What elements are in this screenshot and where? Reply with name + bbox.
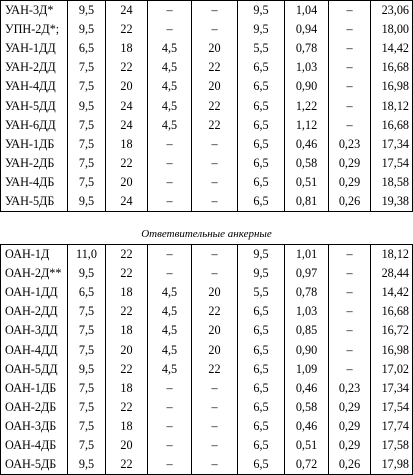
cell-col3: 22 [106, 154, 148, 173]
cell-col6: 6,5 [238, 398, 285, 417]
cell-col5: – [192, 264, 238, 283]
cell-col9: 18,12 [371, 96, 413, 115]
table-row [1, 192, 413, 212]
cell-col6: 5,5 [238, 283, 285, 302]
cell-col3: 24 [106, 192, 148, 212]
cell-col6: 6,5 [238, 116, 285, 135]
cell-designation: ОАН-2ДБ [1, 398, 68, 417]
cell-col7: 0,72 [285, 455, 329, 475]
cell-col6: 6,5 [238, 77, 285, 96]
cell-col7: 1,03 [285, 58, 329, 77]
cell-col2: 7,5 [68, 173, 106, 192]
cell-col2: 9,5 [68, 455, 106, 475]
cell-col7: 0,58 [285, 398, 329, 417]
cell-col3: 18 [106, 283, 148, 302]
cell-col7: 1,12 [285, 116, 329, 135]
cell-col9: 18,12 [371, 245, 413, 265]
cell-col3: 22 [106, 58, 148, 77]
cell-designation: УАН-4ДБ [1, 173, 68, 192]
cell-col3: 24 [106, 1, 148, 21]
cell-col3: 18 [106, 135, 148, 154]
cell-col8: 0,29 [329, 398, 371, 417]
cell-col8: – [329, 360, 371, 379]
cell-col6: 6,5 [238, 135, 285, 154]
cell-col4: 4,5 [148, 77, 192, 96]
table-row [1, 379, 413, 398]
table-row [1, 283, 413, 302]
cell-col9: 14,42 [371, 283, 413, 302]
cell-col9: 28,44 [371, 264, 413, 283]
cell-col6: 6,5 [238, 341, 285, 360]
cell-col8: – [329, 341, 371, 360]
cell-col9: 17,34 [371, 135, 413, 154]
cell-col9: 18,58 [371, 173, 413, 192]
cell-col9: 16,98 [371, 77, 413, 96]
cell-col9: 17,58 [371, 436, 413, 455]
cell-col3: 22 [106, 455, 148, 475]
cell-col8: – [329, 39, 371, 58]
cell-designation: УАН-2ДД [1, 58, 68, 77]
cell-col6: 6,5 [238, 417, 285, 436]
cell-col5: 20 [192, 77, 238, 96]
cell-col7: 0,78 [285, 283, 329, 302]
table-row [1, 455, 413, 475]
cell-col6: 6,5 [238, 321, 285, 340]
table-row [1, 77, 413, 96]
cell-col5: – [192, 436, 238, 455]
cell-col8: – [329, 283, 371, 302]
cell-designation: ОАН-1ДД [1, 283, 68, 302]
table-row [1, 302, 413, 321]
cell-col3: 18 [106, 379, 148, 398]
cell-col4: – [148, 192, 192, 212]
cell-col5: – [192, 154, 238, 173]
cell-col8: 0,23 [329, 379, 371, 398]
cell-col8: 0,29 [329, 173, 371, 192]
cell-col6: 6,5 [238, 58, 285, 77]
cell-col4: 4,5 [148, 116, 192, 135]
cell-col8: 0,29 [329, 436, 371, 455]
cell-col9: 16,68 [371, 116, 413, 135]
table-row [1, 20, 413, 39]
cell-col8: – [329, 116, 371, 135]
table-row [1, 173, 413, 192]
cell-col5: – [192, 455, 238, 475]
table-row [1, 116, 413, 135]
cell-col9: 17,02 [371, 360, 413, 379]
table-row [1, 321, 413, 340]
cell-col5: 22 [192, 302, 238, 321]
cell-designation: УАН-4ДД [1, 77, 68, 96]
cell-col7: 0,51 [285, 173, 329, 192]
cell-col6: 6,5 [238, 192, 285, 212]
cell-col2: 7,5 [68, 379, 106, 398]
cell-col9: 16,68 [371, 58, 413, 77]
cell-col9: 17,54 [371, 154, 413, 173]
cell-col5: 20 [192, 341, 238, 360]
cell-col2: 7,5 [68, 77, 106, 96]
cell-col5: – [192, 398, 238, 417]
cell-col2: 9,5 [68, 96, 106, 115]
cell-designation: УАН-6ДД [1, 116, 68, 135]
cell-designation: УАН-5ДД [1, 96, 68, 115]
table-row [1, 154, 413, 173]
cell-col4: – [148, 20, 192, 39]
cell-col2: 6,5 [68, 39, 106, 58]
cell-col3: 22 [106, 264, 148, 283]
cell-col7: 1,04 [285, 1, 329, 21]
cell-designation: УАН-2ДБ [1, 154, 68, 173]
cell-col3: 22 [106, 360, 148, 379]
cell-col7: 0,58 [285, 154, 329, 173]
cell-designation: УАН-1ДД [1, 39, 68, 58]
cell-designation: УАН-1ДБ [1, 135, 68, 154]
cell-col9: 16,98 [371, 341, 413, 360]
cell-col6: 9,5 [238, 20, 285, 39]
section-title: Ответвительные анкерные [141, 228, 272, 241]
cell-col5: 20 [192, 39, 238, 58]
cell-col8: – [329, 321, 371, 340]
cell-col8: – [329, 245, 371, 265]
cell-col7: 0,46 [285, 135, 329, 154]
cell-col4: 4,5 [148, 283, 192, 302]
table-row [1, 135, 413, 154]
cell-col4: 4,5 [148, 96, 192, 115]
cell-col8: – [329, 302, 371, 321]
cell-col8: – [329, 96, 371, 115]
cell-col5: – [192, 135, 238, 154]
cell-col8: – [329, 58, 371, 77]
cell-col6: 6,5 [238, 302, 285, 321]
cell-col4: – [148, 455, 192, 475]
cell-col4: – [148, 398, 192, 417]
cell-col7: 1,01 [285, 245, 329, 265]
cell-designation: ОАН-4ДБ [1, 436, 68, 455]
cell-col4: – [148, 417, 192, 436]
cell-col7: 0,90 [285, 341, 329, 360]
cell-col4: 4,5 [148, 302, 192, 321]
cell-col2: 7,5 [68, 154, 106, 173]
table-row [1, 245, 413, 265]
cell-col8: – [329, 1, 371, 21]
table-row [1, 436, 413, 455]
cell-col3: 20 [106, 77, 148, 96]
cell-col2: 9,5 [68, 1, 106, 21]
cell-col9: 17,54 [371, 398, 413, 417]
cell-col7: 1,22 [285, 96, 329, 115]
cell-col6: 9,5 [238, 1, 285, 21]
cell-col3: 22 [106, 398, 148, 417]
cell-col2: 7,5 [68, 398, 106, 417]
cell-col7: 0,51 [285, 436, 329, 455]
cell-col8: 0,29 [329, 154, 371, 173]
cell-col2: 6,5 [68, 283, 106, 302]
cell-col9: 16,68 [371, 302, 413, 321]
cell-col7: 0,78 [285, 39, 329, 58]
cell-col5: 22 [192, 96, 238, 115]
cell-col7: 0,85 [285, 321, 329, 340]
cell-col9: 17,98 [371, 455, 413, 475]
section-spacer [1, 212, 413, 225]
cell-col6: 6,5 [238, 436, 285, 455]
cell-col7: 0,46 [285, 417, 329, 436]
cell-col3: 18 [106, 39, 148, 58]
cell-col9: 16,72 [371, 321, 413, 340]
cell-col2: 7,5 [68, 321, 106, 340]
cell-designation: ОАН-3ДД [1, 321, 68, 340]
cell-col4: – [148, 154, 192, 173]
cell-col9: 17,34 [371, 379, 413, 398]
cell-col4: 4,5 [148, 360, 192, 379]
cell-col2: 7,5 [68, 417, 106, 436]
section-title-row [1, 224, 413, 245]
cell-col8: 0,23 [329, 135, 371, 154]
cell-designation: ОАН-4ДД [1, 341, 68, 360]
cell-designation: ОАН-2ДД [1, 302, 68, 321]
cell-col3: 22 [106, 245, 148, 265]
table-row [1, 417, 413, 436]
cell-col3: 18 [106, 321, 148, 340]
cell-col8: 0,26 [329, 455, 371, 475]
cell-col2: 9,5 [68, 20, 106, 39]
cell-col9: 19,38 [371, 192, 413, 212]
cell-col3: 20 [106, 436, 148, 455]
cell-col3: 20 [106, 341, 148, 360]
cell-col4: – [148, 135, 192, 154]
cell-col2: 9,5 [68, 264, 106, 283]
table-row [1, 341, 413, 360]
cell-col8: – [329, 20, 371, 39]
cell-col4: 4,5 [148, 321, 192, 340]
table-row [1, 96, 413, 115]
cell-col4: – [148, 173, 192, 192]
cell-col7: 0,90 [285, 77, 329, 96]
cell-col5: – [192, 1, 238, 21]
cell-col5: – [192, 417, 238, 436]
table-row [1, 1, 413, 21]
cell-col5: – [192, 20, 238, 39]
cell-col9: 18,00 [371, 20, 413, 39]
cell-col6: 9,5 [238, 245, 285, 265]
cell-col4: – [148, 379, 192, 398]
cell-designation: ОАН-1Д [1, 245, 68, 265]
cell-col3: 20 [106, 173, 148, 192]
cell-col2: 7,5 [68, 436, 106, 455]
cell-col2: 7,5 [68, 341, 106, 360]
cell-col3: 24 [106, 116, 148, 135]
cell-col5: – [192, 192, 238, 212]
cell-col9: 23,06 [371, 1, 413, 21]
cell-col6: 9,5 [238, 264, 285, 283]
table-row [1, 58, 413, 77]
cell-designation: ОАН-3ДБ [1, 417, 68, 436]
cell-col4: 4,5 [148, 341, 192, 360]
cell-col5: – [192, 173, 238, 192]
table-row [1, 39, 413, 58]
cell-col8: 0,29 [329, 417, 371, 436]
table-body [1, 1, 413, 475]
cell-col7: 0,81 [285, 192, 329, 212]
table-row [1, 398, 413, 417]
cell-col4: – [148, 436, 192, 455]
table-row [1, 264, 413, 283]
cell-col6: 6,5 [238, 455, 285, 475]
cell-designation: ОАН-1ДБ [1, 379, 68, 398]
cell-col3: 24 [106, 96, 148, 115]
cell-col5: 20 [192, 283, 238, 302]
cell-col7: 0,46 [285, 379, 329, 398]
cell-col4: 4,5 [148, 39, 192, 58]
table-row [1, 360, 413, 379]
cell-col3: 22 [106, 302, 148, 321]
cell-col6: 6,5 [238, 96, 285, 115]
cell-designation: УАН-5ДБ [1, 192, 68, 212]
cell-col8: 0,26 [329, 192, 371, 212]
cell-col5: 20 [192, 321, 238, 340]
cell-col6: 5,5 [238, 39, 285, 58]
cell-col2: 7,5 [68, 135, 106, 154]
cell-col7: 0,94 [285, 20, 329, 39]
cell-col4: 4,5 [148, 58, 192, 77]
cell-col3: 22 [106, 20, 148, 39]
cell-col5: 22 [192, 58, 238, 77]
cell-col2: 7,5 [68, 58, 106, 77]
cell-col9: 17,74 [371, 417, 413, 436]
cell-col4: – [148, 1, 192, 21]
cell-col8: – [329, 77, 371, 96]
cell-col7: 1,09 [285, 360, 329, 379]
cell-col5: 22 [192, 116, 238, 135]
cell-col2: 11,0 [68, 245, 106, 265]
cell-col8: – [329, 264, 371, 283]
cell-col7: 0,97 [285, 264, 329, 283]
cell-col7: 1,03 [285, 302, 329, 321]
cell-col6: 6,5 [238, 360, 285, 379]
cell-designation: УПН-2Д*; [1, 20, 68, 39]
cell-col4: – [148, 245, 192, 265]
cell-designation: УАН-3Д* [1, 1, 68, 21]
cell-col6: 6,5 [238, 379, 285, 398]
cell-col2: 7,5 [68, 302, 106, 321]
cell-col2: 9,5 [68, 192, 106, 212]
cell-designation: ОАН-5ДД [1, 360, 68, 379]
cell-col6: 6,5 [238, 173, 285, 192]
cell-col5: – [192, 379, 238, 398]
cell-col5: 22 [192, 360, 238, 379]
cell-col2: 9,5 [68, 360, 106, 379]
cell-col2: 7,5 [68, 116, 106, 135]
cell-col4: – [148, 264, 192, 283]
cell-col3: 18 [106, 417, 148, 436]
cell-col6: 6,5 [238, 154, 285, 173]
cell-col5: – [192, 245, 238, 265]
cell-designation: ОАН-2Д** [1, 264, 68, 283]
cell-col9: 14,42 [371, 39, 413, 58]
cell-designation: ОАН-5ДБ [1, 455, 68, 475]
